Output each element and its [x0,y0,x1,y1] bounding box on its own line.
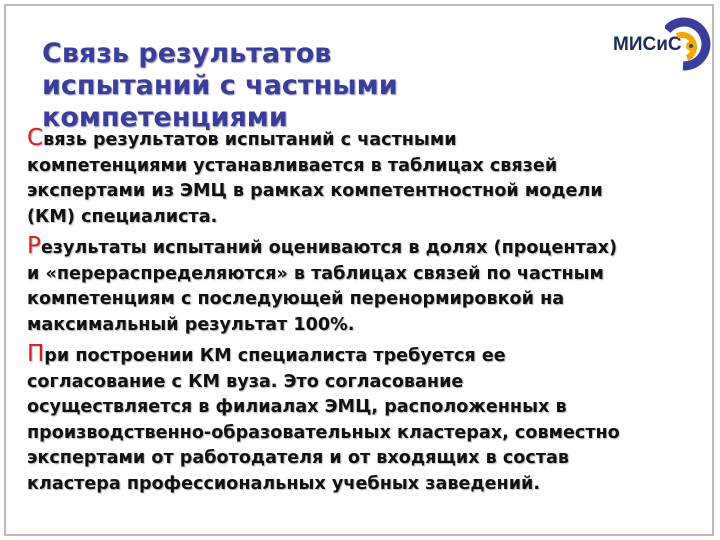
paragraph-line: кластера профессиональных учебных заведений. [27,473,541,494]
paragraph-2 [27,234,707,338]
paragraph-line: и «перераспределяются» в таблицах связей по частным [27,263,604,284]
misis-logo [613,12,713,72]
paragraph-line [27,234,707,262]
paragraph-3 [27,342,707,497]
paragraph-text: ри построении КМ специалиста требуется ее [44,346,506,366]
paragraph-text: вязь результатов испытаний с частными [43,130,457,150]
paragraph-line: компетенциями устанавливается в таблицах связей [27,155,558,176]
paragraph-text: езультаты испытаний оцениваются в долях (процентах) [40,238,618,258]
paragraph-initial: С [27,125,44,151]
paragraph-line: экспертами из ЭМЦ в рамках компетентностной модели [27,181,603,201]
title-line-1: Связь результатов [42,38,332,69]
paragraph-line: производственно-образовательных кластерах, совместно [27,422,620,443]
paragraph-initial: П [27,341,45,367]
paragraph-1 [27,126,707,230]
paragraph-initial: Р [27,233,41,259]
paragraph-line: (КМ) специалиста. [27,206,218,227]
paragraph-line: максимальный результат 100%. [27,314,355,335]
paragraph-line [27,126,707,154]
paragraph-line: экспертами от работодателя и от входящих в состав [27,448,570,468]
slide-body [27,126,707,501]
title-line-2: испытаний с частными компетенциями [42,70,398,133]
misis-emblem-icon [665,12,715,72]
paragraph-line [27,342,707,370]
paragraph-line: осуществляется в филиалах ЭМЦ, расположенных в [27,397,567,417]
paragraph-line: согласование с КМ вуза. Это согласование [27,371,464,392]
paragraph-line: компетенциям с последующей перенормировкой на [27,289,565,309]
slide-title [42,38,642,134]
logo-text: МИСиС [613,34,682,55]
